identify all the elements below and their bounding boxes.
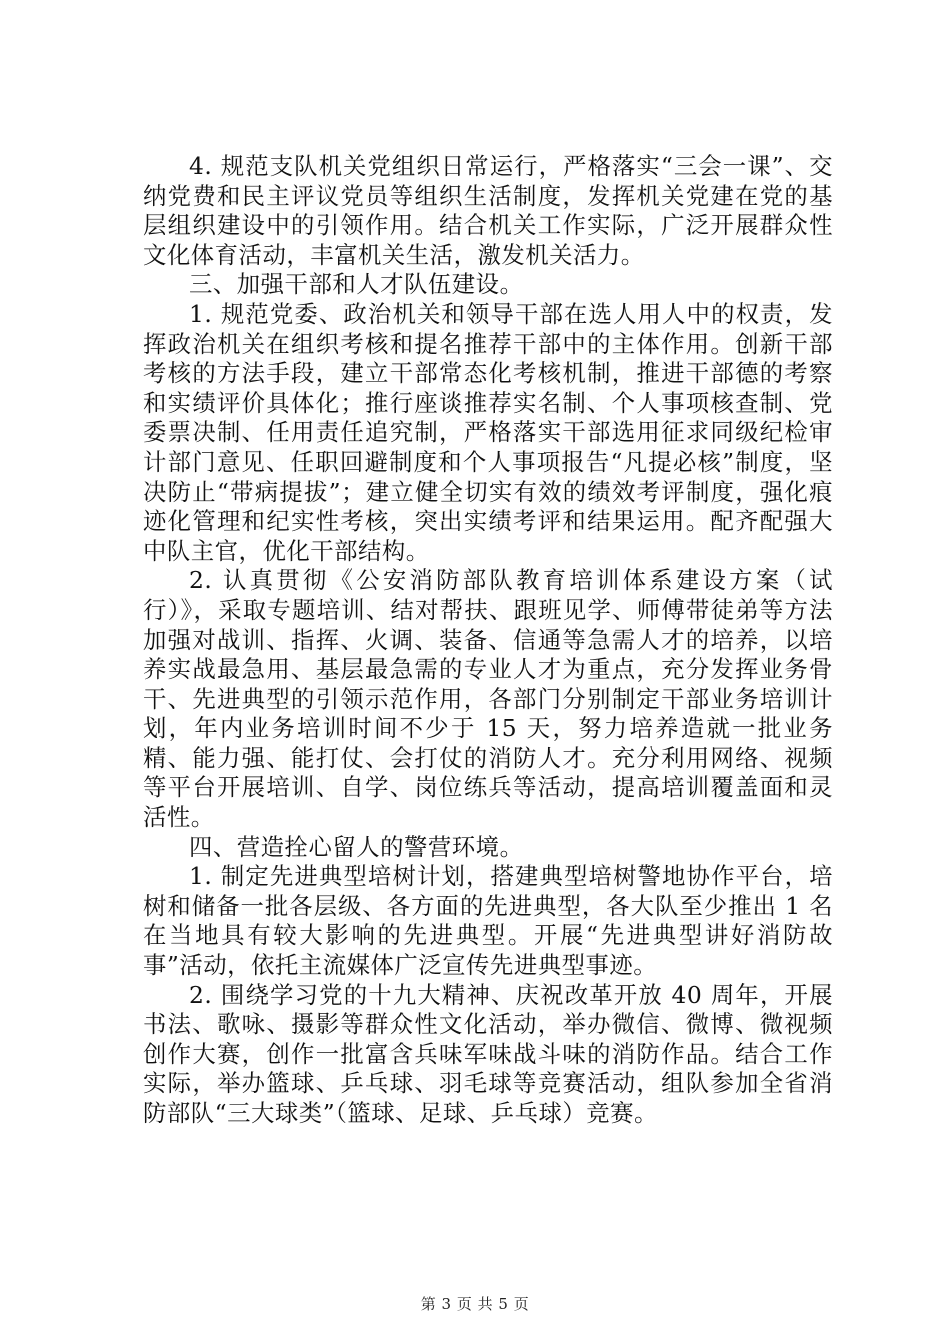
heading-section-four: 四、营造拴心留人的警营环境。 [189,832,524,861]
paragraph-training-plan: 2. 认真贯彻《公安消防部队教育培训体系建设方案（试行）》，采取专题培训、结对帮扶、跟班见学、师傅带徒弟等方法加强对战训、指挥、火调、装备、信通等急需人才的培养，以培养实战最急用、基层最急需的专业人才为重点，充分发挥业务骨干、先进典型的引领示范作用，各部门分别制定干部业务培训计划，年内业务培训时间不少于 15 天，努力培养造就一批业务精、能力强、能打仗、会打仗的消防人才。充分利用网络、视频等平台开展培训、自学、岗位练兵等活动，提高培训覆盖面和灵活性。 [143,566,833,832]
paragraph-role-models: 1. 制定先进典型培树计划，搭建典型培树警地协作平台，培树和储备一批各层级、各方面的先进典型，各大队至少推出 1 名在当地具有较大影响的先进典型。开展“先进典型讲好消防故事”活动，依托主流媒体广泛宣传先进典型事迹。 [143,862,833,980]
paragraph-cultural-activities: 2. 围绕学习党的十九大精神、庆祝改革开放 40 周年，开展书法、歌咏、摄影等群众性文化活动，举办微信、微博、微视频创作大赛，创作一批富含兵味军味战斗味的消防作品。结合工作实际，举办篮球、乒乓球、羽毛球等竞赛活动，组队参加全省消防部队“三大球类”（篮球、足球、乒乓球）竞赛。 [143,980,833,1127]
document-body [143,152,833,1129]
paragraph-party-organization: 4. 规范支队机关党组织日常运行，严格落实“三会一课”、交纳党费和民主评议党员等组织生活制度，发挥机关党建在党的基层组织建设中的引领作用。结合机关工作实际，广泛开展群众性文化体育活动，丰富机关生活，激发机关活力。 [143,152,833,269]
paragraph-cadre-assessment: 1. 规范党委、政治机关和领导干部在选人用人中的权责，发挥政治机关在组织考核和提名推荐干部中的主体作用。创新干部考核的方法手段，建立干部常态化考核机制，推进干部德的考察和实绩评价具体化；推行座谈推荐实名制、个人事项核查制、党委票决制、任用责任追究制，严格落实干部选用征求同级纪检审计部门意见、任职回避制度和个人事项报告“凡提必核”制度，坚决防止“带病提拔”；建立健全切实有效的绩效考评制度，强化痕迹化管理和纪实性考核，突出实绩考评和结果运用。配齐配强大中队主官，优化干部结构。 [143,299,833,565]
heading-section-three: 三、加强干部和人才队伍建设。 [189,270,524,299]
page-number-footer: 第 3 页 共 5 页 [420,1295,530,1313]
